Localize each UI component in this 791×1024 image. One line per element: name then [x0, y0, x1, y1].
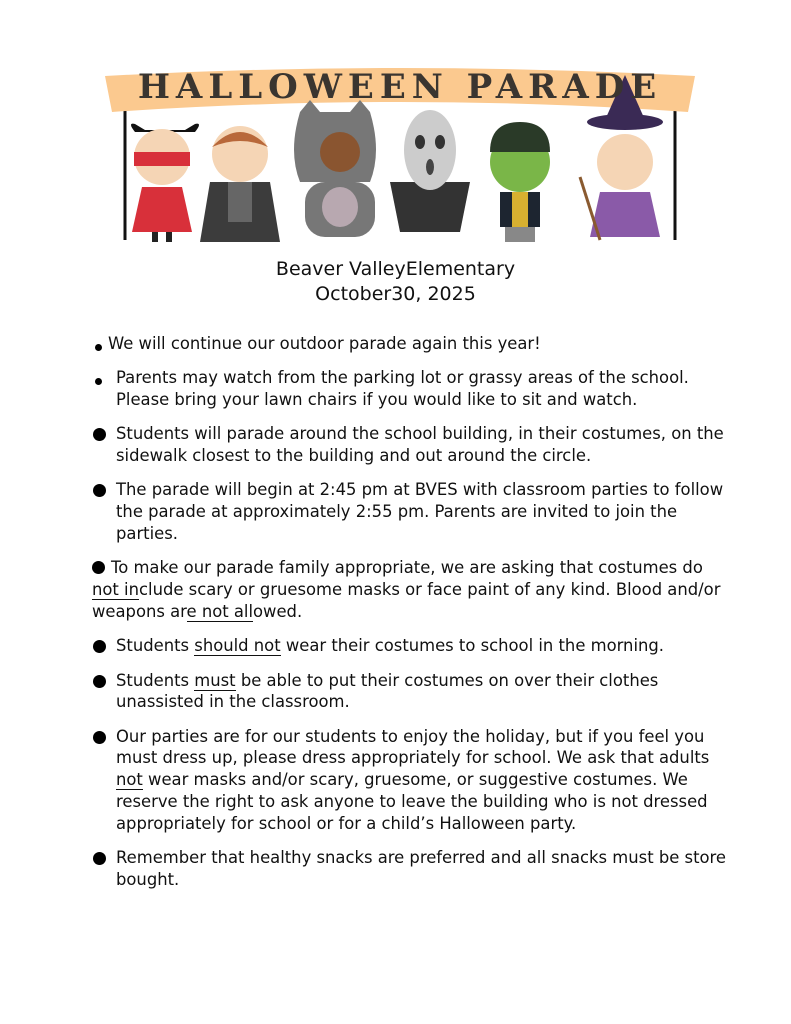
list-item — [92, 635, 732, 657]
ghost-face-costume-figure — [390, 110, 470, 232]
bullet-icon — [93, 852, 106, 865]
banner-title: HALLOWEEN PARADE — [137, 67, 663, 107]
bullet-list — [92, 333, 732, 903]
item-text: clude scary or gruesome masks or face paint of any kind. Blood and/or weapons ar — [92, 580, 721, 621]
bullet-icon — [95, 378, 102, 385]
bullet-icon — [93, 675, 106, 688]
item-text: Remember that healthy snacks are preferred and all snacks must be store bought. — [116, 848, 726, 889]
item-text: Students — [116, 636, 195, 656]
item-text: wear their costumes to school in the morning. — [280, 636, 665, 656]
school-name: Beaver ValleyElementary — [275, 258, 516, 280]
list-item — [92, 333, 732, 355]
list-item — [92, 423, 732, 467]
item-text: be able to put their costumes on over their clothes unassisted in the classroom. — [116, 670, 659, 712]
bullet-icon — [95, 344, 102, 351]
list-item — [92, 479, 732, 544]
bullet-icon — [93, 428, 106, 441]
bullet-icon — [93, 640, 106, 653]
item-text: To make our parade family appropriate, we are asking that costumes do — [111, 558, 703, 578]
werewolf-costume-figure — [294, 100, 376, 237]
bullet-icon — [92, 561, 105, 574]
item-text: The parade will begin at 2:45 pm at BVES with classroom parties to follow the parade at approximately 2:55 pm. Parents are invited to join the parties. — [116, 480, 724, 544]
underlined-text: not — [116, 770, 143, 790]
underlined-text: not in — [92, 580, 139, 600]
item-text: Students — [116, 670, 195, 690]
item-text: Students will parade around the school building, in their costumes, on the sidewalk closest to the building and out around the circle. — [116, 424, 724, 466]
list-item — [92, 847, 732, 891]
list-item — [92, 557, 732, 622]
vampire-costume-figure — [200, 126, 280, 242]
underlined-text: must — [194, 670, 236, 690]
underlined-text: should not — [194, 636, 281, 656]
frankenstein-costume-figure — [490, 122, 550, 242]
list-item — [92, 670, 732, 714]
devil-costume-figure — [131, 124, 199, 242]
list-item — [92, 367, 732, 411]
list-item — [92, 726, 732, 835]
item-text: Our parties are for our students to enjoy the holiday, but if you feel you must dress up, please dress appropriately for school. We ask that adults — [116, 726, 710, 768]
bullet-icon — [93, 484, 106, 497]
event-date: October30, 2025 — [315, 283, 476, 305]
underlined-text: e not all — [186, 601, 254, 621]
bullet-icon — [93, 731, 106, 744]
item-text: wear masks and/or scary, gruesome, or suggestive costumes. We reserve the right to ask anyone to leave the building who is not dressed appropriately for school or for a child’s Halloween party. — [116, 770, 708, 833]
item-text: Parents may watch from the parking lot or grassy areas of the school. Please bring your lawn chairs if you would like to sit and watch. — [116, 368, 689, 410]
item-text: We will continue our outdoor parade again this year! — [108, 334, 541, 353]
item-text: owed. — [253, 601, 303, 621]
